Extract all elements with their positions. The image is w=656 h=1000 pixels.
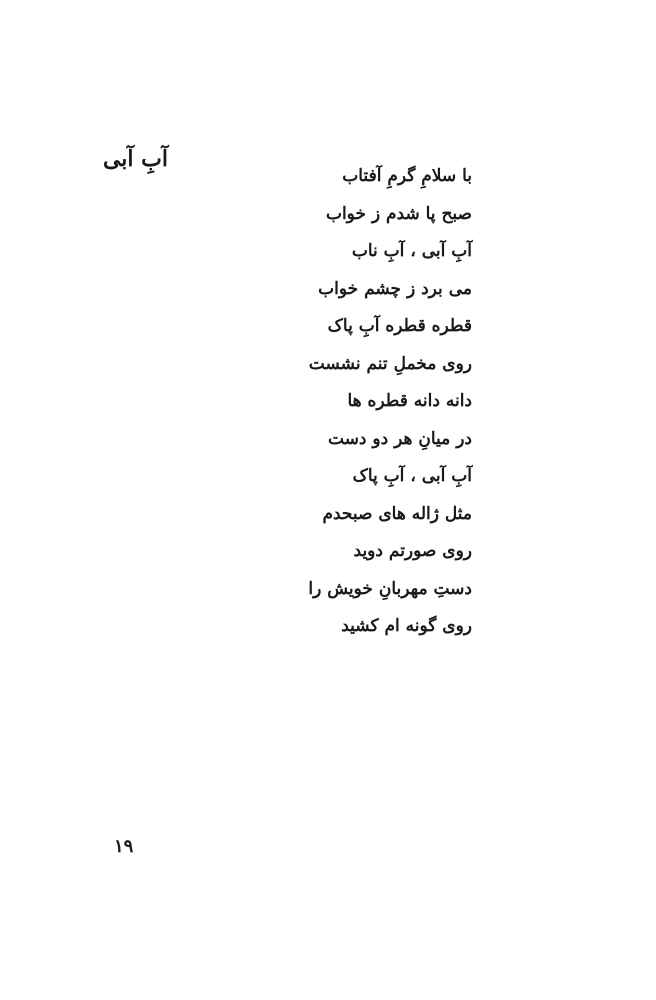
poem-line: آبِ آبی ، آبِ ناب (351, 241, 472, 261)
poem-line: دانه دانه قطره ها (347, 391, 472, 411)
poem-line: صبح پا شدم ز خواب (325, 203, 472, 224)
poem-line: روی مخملِ تنم نشست (308, 353, 472, 374)
poem-title: آبِ آبی (102, 146, 168, 172)
page-number: ۱۹ (114, 836, 134, 857)
poem-line: روی صورتم دوید (353, 541, 472, 561)
poem-line: قطره قطره آبِ پاک (327, 316, 472, 336)
poem-line: می برد ز چشم خواب (318, 278, 472, 299)
poem-line: آبِ آبی ، آبِ پاک (352, 466, 472, 486)
poem-line: با سلامِ گرمِ آفتاب (342, 166, 472, 186)
poem-body (308, 158, 472, 646)
poem-line: روی گونه ام کشید (341, 616, 472, 636)
poem-line: مثل ژاله های صبحدم (322, 503, 472, 524)
poem-line: در میانِ هر دو دست (328, 428, 472, 449)
poem-line: دستِ مهربانِ خویش را (308, 578, 472, 599)
